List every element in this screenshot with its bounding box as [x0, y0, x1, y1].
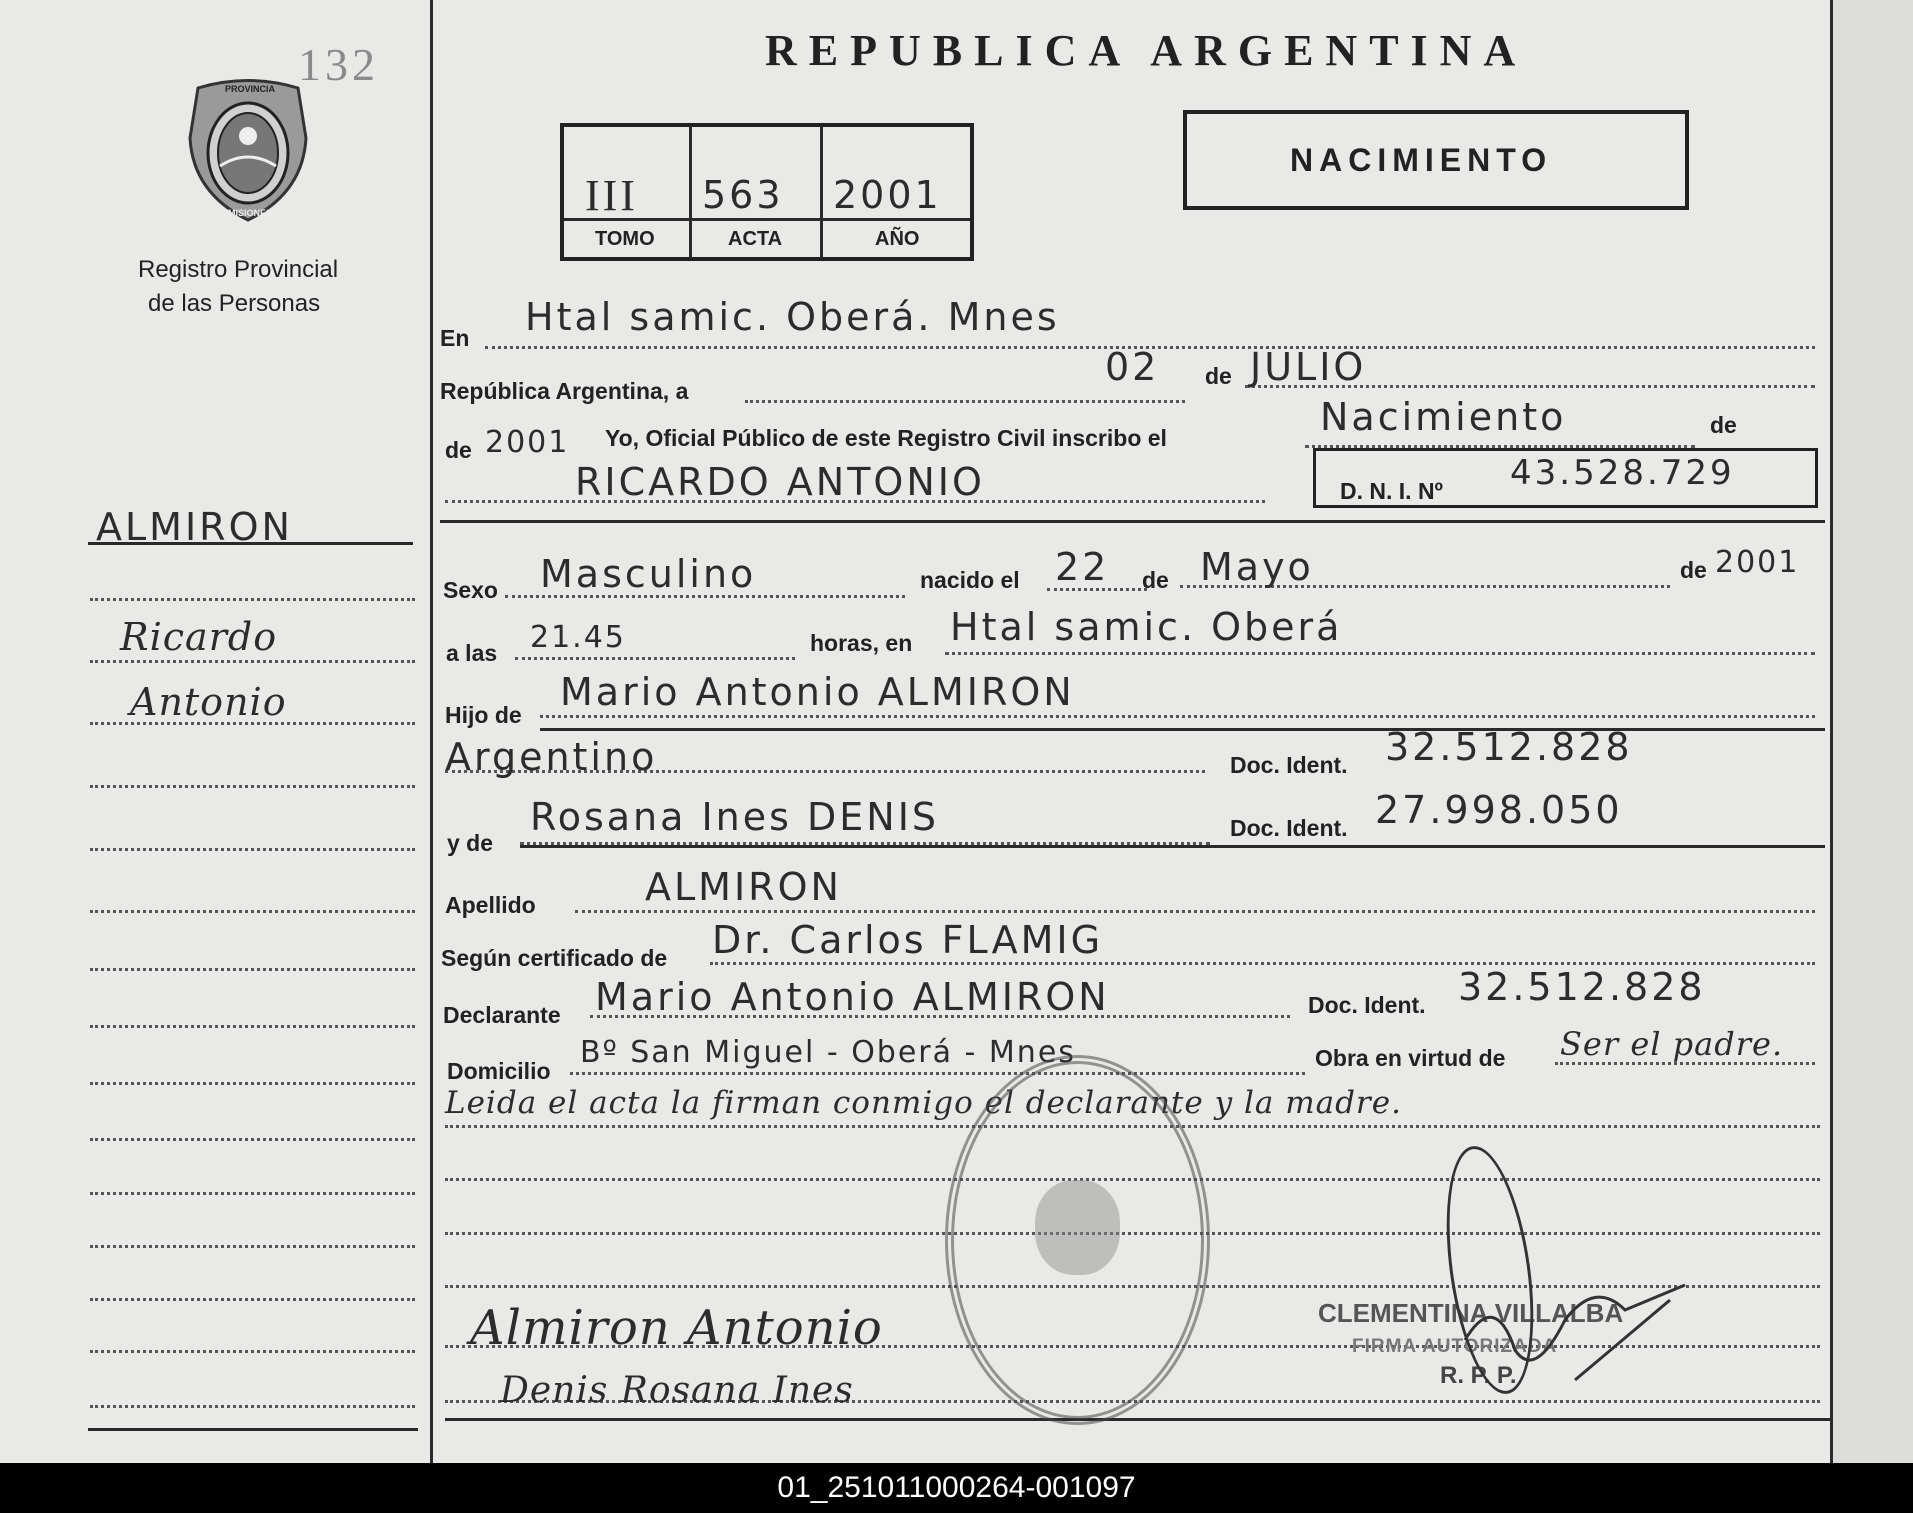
paper-edge	[1832, 0, 1913, 1463]
nacido-label: nacido el	[920, 567, 1020, 593]
hora-line	[515, 657, 795, 660]
padre-doc-label: Doc. Ident.	[1230, 752, 1348, 778]
acta-value: 563	[702, 173, 784, 217]
stamp-emblem-icon	[1035, 1180, 1120, 1275]
obra-label: Obra en virtud de	[1315, 1045, 1506, 1071]
provincial-seal-icon	[178, 78, 318, 228]
a-las-label: a las	[446, 640, 498, 666]
declarante-doc-value: 32.512.828	[1458, 965, 1706, 1009]
acta-label: ACTA	[728, 228, 783, 250]
ano-prefix-label: de	[445, 437, 472, 463]
footer-id: 01_251011000264-001097	[777, 1471, 1136, 1504]
leida-value: Leida el acta la firman conmigo el declarante y la madre.	[445, 1085, 1402, 1121]
lugar-line	[945, 652, 1815, 655]
sidebar-line	[90, 598, 415, 601]
sidebar-line	[90, 1192, 415, 1195]
ano-value: 2001	[833, 173, 942, 217]
sidebar-line	[90, 1350, 415, 1353]
fecha-de-label: de	[1205, 363, 1232, 389]
section-rule-3	[520, 845, 1825, 848]
sidebar-line	[90, 1082, 415, 1085]
signature-1: Almiron Antonio	[470, 1300, 883, 1356]
madre-doc-value: 27.998.050	[1375, 788, 1623, 832]
madre-doc-label: Doc. Ident.	[1230, 815, 1348, 841]
en-label: En	[440, 325, 470, 351]
nac-de-label-2: de	[1680, 557, 1707, 583]
hijo-label: Hijo de	[445, 702, 522, 728]
nac-de-label: de	[1142, 567, 1169, 593]
nac-dia: 22	[1055, 545, 1110, 589]
official-signature-stroke-icon	[1455, 1270, 1695, 1400]
fecha-line	[745, 400, 1185, 403]
seal-arc-top: PROVINCIA	[225, 84, 276, 94]
stamp-official-name: CLEMENTINA VILLALBA	[1318, 1298, 1624, 1328]
lugar-value: Htal samic. Oberá	[950, 605, 1343, 649]
hora-value: 21.45	[530, 620, 626, 655]
certificado-value: Dr. Carlos FLAMIG	[712, 918, 1104, 962]
inscribo-de-label: de	[1710, 412, 1737, 438]
nac-ano: 2001	[1715, 545, 1800, 580]
padre-line	[540, 715, 1815, 718]
dni-label: D. N. I. Nº	[1340, 478, 1443, 504]
footer-bar	[0, 1463, 1913, 1513]
sidebar-line	[90, 1138, 415, 1141]
padre-value: Mario Antonio ALMIRON	[560, 670, 1075, 714]
domicilio-label: Domicilio	[447, 1058, 551, 1084]
declarante-doc-label: Doc. Ident.	[1308, 992, 1426, 1018]
tomo-label: TOMO	[595, 228, 655, 250]
sidebar-line	[90, 910, 415, 913]
en-value: Htal samic. Oberá. Mnes	[525, 295, 1060, 339]
padre-nac-value: Argentino	[445, 735, 658, 779]
sidebar-underline	[88, 542, 413, 545]
name-value: RICARDO ANTONIO	[575, 460, 985, 504]
right-border	[1830, 0, 1833, 1463]
stamp-official-title: FIRMA AUTORIZADA	[1352, 1336, 1558, 1357]
seal-arc-bottom: MISIONES	[228, 208, 273, 218]
certificado-label: Según certificado de	[441, 945, 668, 971]
apellido-value: ALMIRON	[645, 865, 842, 909]
inscribo-value: Nacimiento	[1320, 395, 1567, 439]
sidebar-line	[90, 1298, 415, 1301]
page-number: 132	[298, 39, 379, 90]
sidebar-surname: ALMIRON	[96, 505, 293, 549]
nac-mes: Mayo	[1200, 545, 1314, 589]
horas-en-label: horas, en	[810, 630, 913, 656]
declarante-label: Declarante	[443, 1002, 561, 1028]
sidebar-line	[90, 968, 415, 971]
sexo-value: Masculino	[540, 552, 757, 596]
ref-divider-1	[689, 126, 692, 258]
padre-doc-value: 32.512.828	[1385, 725, 1633, 769]
left-column-divider	[430, 0, 433, 1463]
registry-line1: Registro Provincial	[138, 256, 339, 283]
sidebar-name-2: Antonio	[130, 680, 287, 724]
fecha-dia: 02	[1105, 345, 1160, 389]
stamp-office: R. P. P.	[1440, 1362, 1517, 1389]
sidebar-bottom-rule	[88, 1428, 418, 1431]
sidebar-line	[90, 660, 415, 663]
declarante-value: Mario Antonio ALMIRON	[595, 975, 1110, 1019]
fecha-ano: 2001	[485, 425, 570, 460]
yo-label: Yo, Oficial Público de este Registro Civil inscribo el	[605, 425, 1167, 451]
signature-2: Denis Rosana Ines	[500, 1370, 854, 1411]
sexo-label: Sexo	[443, 577, 498, 603]
ano-label: AÑO	[875, 228, 920, 250]
ref-divider-2	[820, 126, 823, 258]
registry-line2: de las Personas	[148, 290, 321, 317]
section-rule-1	[440, 520, 1825, 523]
tomo-value: III	[585, 171, 638, 220]
bottom-rule	[445, 1418, 1830, 1421]
sidebar-name-1: Ricardo	[120, 615, 278, 659]
domicilio-value: Bº San Miguel - Oberá - Mnes	[580, 1035, 1076, 1070]
sidebar-line	[90, 785, 415, 788]
dni-value: 43.528.729	[1510, 453, 1735, 493]
domicilio-line	[570, 1072, 1305, 1075]
sidebar-line	[90, 1405, 415, 1408]
sidebar-line	[90, 848, 415, 851]
record-type: NACIMIENTO	[1290, 142, 1553, 178]
sidebar-line	[90, 1025, 415, 1028]
apellido-line	[575, 910, 1815, 913]
madre-value: Rosana Ines DENIS	[530, 795, 940, 839]
apellido-label: Apellido	[445, 892, 536, 918]
y-de-label: y de	[447, 830, 494, 856]
sidebar-line	[90, 1245, 415, 1248]
fecha-mes: JULIO	[1250, 345, 1367, 389]
country-title: REPUBLICA ARGENTINA	[765, 26, 1528, 75]
sidebar-line	[90, 722, 415, 725]
republica-label: República Argentina, a	[440, 378, 689, 404]
obra-value: Ser el padre.	[1560, 1025, 1784, 1063]
